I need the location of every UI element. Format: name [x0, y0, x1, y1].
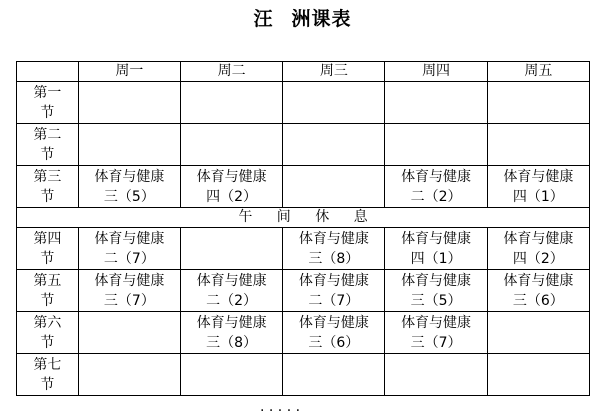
class-subject: 体育与健康: [401, 168, 472, 185]
empty-cell: [180, 124, 282, 166]
class-subject: 体育与健康: [401, 230, 472, 247]
title-name-part1: 汪: [253, 8, 274, 30]
class-group: 二（7）: [103, 250, 155, 267]
lunch-break-label: 午 间 休 息: [17, 208, 590, 228]
class-subject: 体育与健康: [401, 272, 472, 289]
empty-cell: [180, 82, 282, 124]
class-cell: [78, 228, 180, 270]
day-header: 周四: [385, 62, 487, 82]
class-cell: [385, 312, 487, 354]
empty-cell: [283, 354, 385, 396]
empty-cell: [487, 82, 589, 124]
corner-cell: [17, 62, 79, 82]
period-label-line: 第二: [33, 126, 62, 143]
empty-cell: [78, 354, 180, 396]
period-label-line: 节: [40, 104, 55, 121]
period-label-line: 节: [40, 334, 55, 351]
class-cell: [283, 270, 385, 312]
period-label-line: 第三: [33, 168, 62, 185]
class-group: 四（1）: [512, 188, 564, 205]
class-subject: 体育与健康: [94, 230, 165, 247]
class-group: 四（2）: [206, 188, 258, 205]
class-cell: [487, 270, 589, 312]
class-group: 三（8）: [206, 334, 258, 351]
period-label: [17, 312, 79, 354]
class-subject: 体育与健康: [196, 314, 267, 331]
empty-cell: [385, 124, 487, 166]
period-label: [17, 270, 79, 312]
table-row: [17, 228, 590, 270]
class-group: 三（5）: [410, 292, 462, 309]
class-group: 二（2）: [206, 292, 258, 309]
class-cell: [78, 270, 180, 312]
period-label-line: 节: [40, 292, 55, 309]
empty-cell: [180, 354, 282, 396]
empty-cell: [283, 166, 385, 208]
empty-cell: [78, 124, 180, 166]
class-cell: [385, 228, 487, 270]
period-label-line: 节: [40, 376, 55, 393]
class-cell: [385, 166, 487, 208]
empty-cell: [283, 124, 385, 166]
period-label-line: 节: [40, 146, 55, 163]
table-row: [17, 166, 590, 208]
class-cell: [283, 312, 385, 354]
empty-cell: [78, 312, 180, 354]
table-header-row: [17, 62, 590, 82]
empty-cell: [487, 354, 589, 396]
class-subject: 体育与健康: [298, 272, 369, 289]
period-label: [17, 124, 79, 166]
schedule-table: [16, 61, 590, 396]
period-label-line: 第一: [33, 84, 62, 101]
class-cell: [487, 228, 589, 270]
class-group: 三（7）: [410, 334, 462, 351]
class-subject: 体育与健康: [503, 272, 574, 289]
class-group: 三（7）: [103, 292, 155, 309]
empty-cell: [487, 312, 589, 354]
class-group: 四（1）: [410, 250, 462, 267]
class-cell: [180, 270, 282, 312]
class-cell: [78, 166, 180, 208]
period-label: [17, 228, 79, 270]
class-group: 二（2）: [410, 188, 462, 205]
class-subject: 体育与健康: [94, 272, 165, 289]
table-row: [17, 354, 590, 396]
period-label-line: 第五: [33, 272, 62, 289]
empty-cell: [385, 354, 487, 396]
period-label-line: 节: [40, 188, 55, 205]
cut-off-text: · · · · ·: [260, 403, 301, 419]
day-header: 周一: [78, 62, 180, 82]
class-cell: [385, 270, 487, 312]
class-cell: [180, 312, 282, 354]
period-label-line: 第四: [33, 230, 62, 247]
page-title: [0, 6, 605, 32]
period-label-line: 第六: [33, 314, 62, 331]
class-group: 三（5）: [103, 188, 155, 205]
table-row: [17, 312, 590, 354]
period-label: [17, 166, 79, 208]
class-subject: 体育与健康: [298, 314, 369, 331]
class-group: 三（6）: [512, 292, 564, 309]
class-subject: 体育与健康: [503, 168, 574, 185]
class-subject: 体育与健康: [401, 314, 472, 331]
class-subject: 体育与健康: [503, 230, 574, 247]
class-cell: [180, 166, 282, 208]
empty-cell: [487, 124, 589, 166]
day-header: 周二: [180, 62, 282, 82]
table-row: [17, 124, 590, 166]
class-group: 四（2）: [512, 250, 564, 267]
class-group: 三（6）: [308, 334, 360, 351]
period-label-line: 第七: [33, 356, 62, 373]
period-label: [17, 82, 79, 124]
class-subject: 体育与健康: [196, 272, 267, 289]
table-row: [17, 82, 590, 124]
period-label-line: 节: [40, 250, 55, 267]
class-subject: 体育与健康: [298, 230, 369, 247]
empty-cell: [283, 82, 385, 124]
day-header: 周三: [283, 62, 385, 82]
title-name-part2: 洲课表: [291, 8, 352, 30]
class-group: 二（7）: [308, 292, 360, 309]
day-header: 周五: [487, 62, 589, 82]
class-cell: [283, 228, 385, 270]
class-subject: 体育与健康: [196, 168, 267, 185]
class-group: 三（8）: [308, 250, 360, 267]
class-cell: [487, 166, 589, 208]
class-subject: 体育与健康: [94, 168, 165, 185]
empty-cell: [180, 228, 282, 270]
empty-cell: [78, 82, 180, 124]
lunch-break-row: [17, 208, 590, 228]
period-label: [17, 354, 79, 396]
empty-cell: [385, 82, 487, 124]
table-row: [17, 270, 590, 312]
